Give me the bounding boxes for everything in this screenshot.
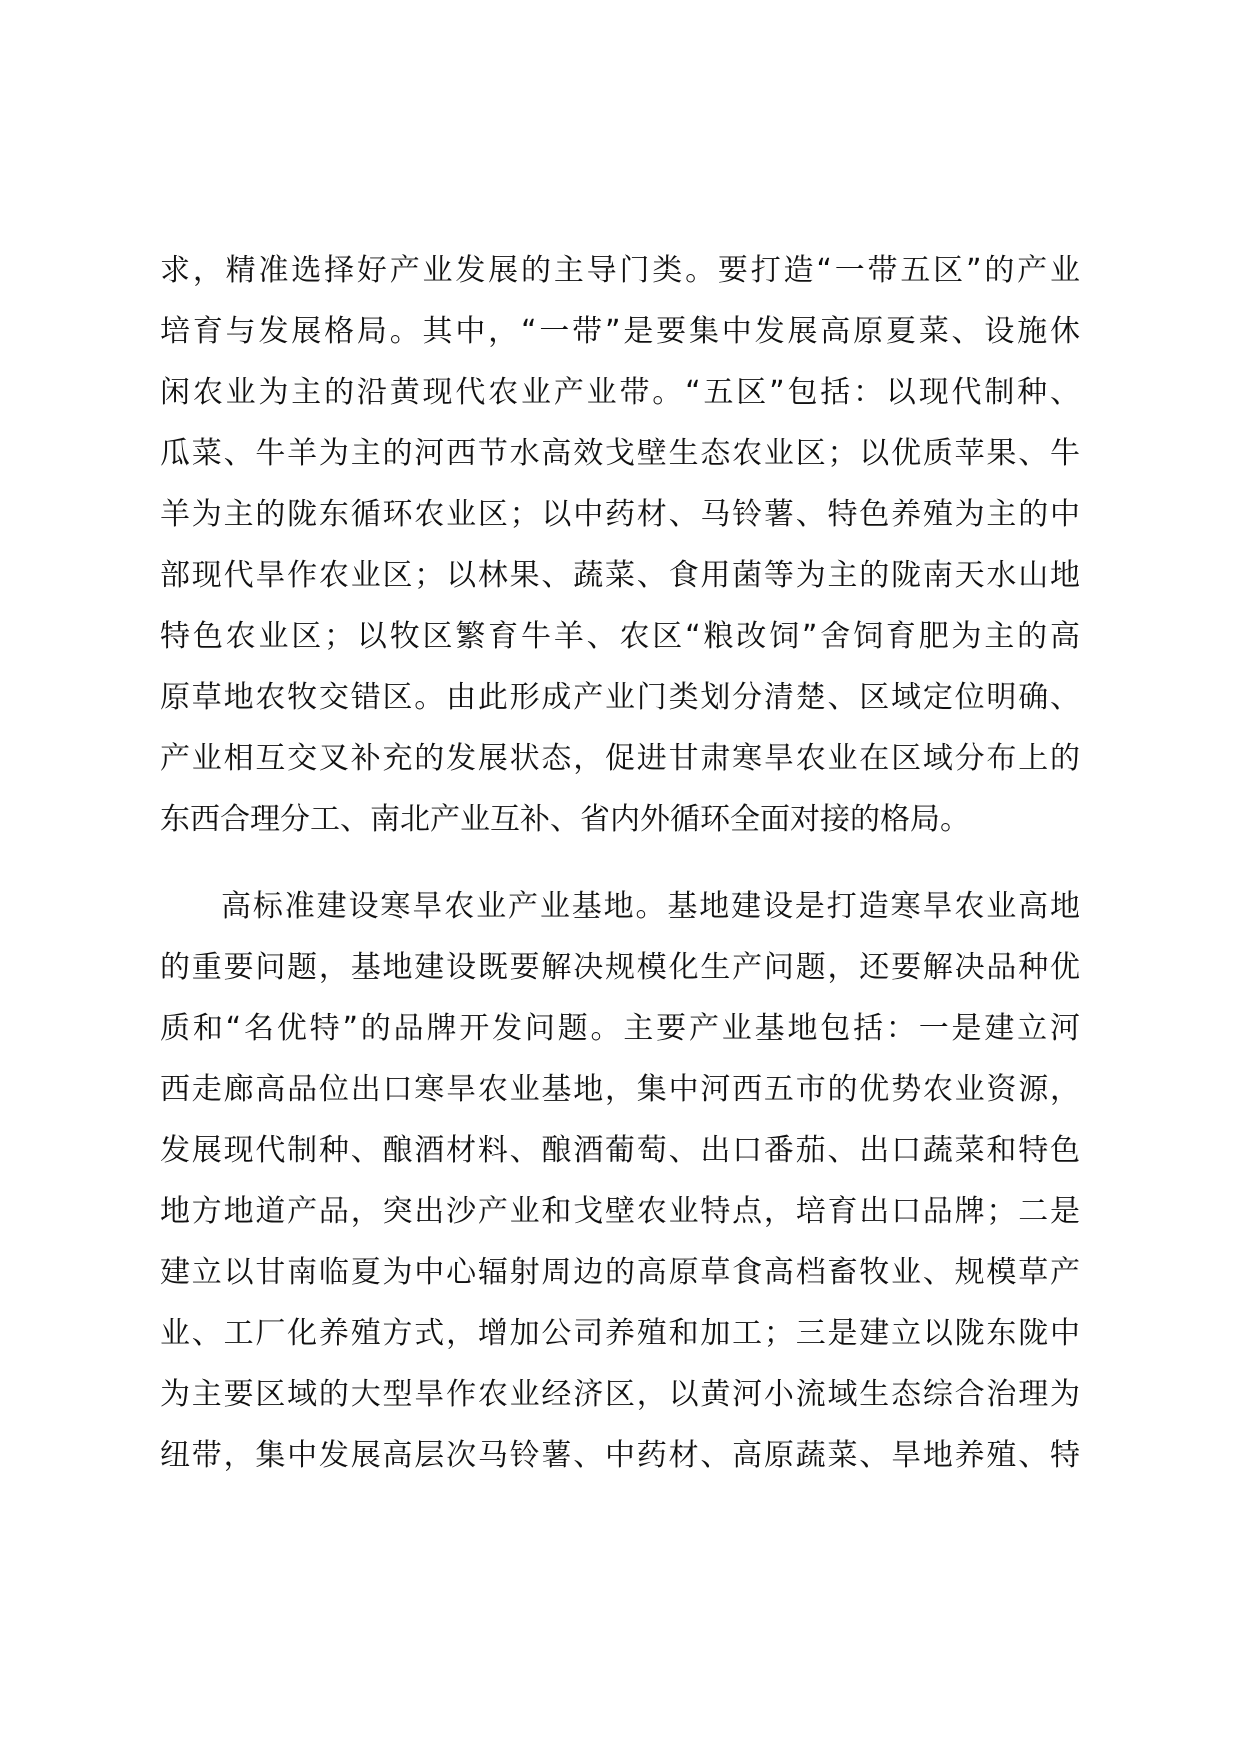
text-line: 高标准建设寒旱农业产业基地。基地建设是打造寒旱农业高地 <box>221 889 1080 924</box>
paragraph-1 <box>160 240 1080 850</box>
text-line: 瓜菜、牛羊为主的河西节水高效戈壁生态农业区；以优质苹果、牛 <box>160 436 1080 471</box>
text-line: 业、工厂化养殖方式，增加公司养殖和加工；三是建立以陇东陇中 <box>160 1316 1080 1351</box>
text-line: 为主要区域的大型旱作农业经济区，以黄河小流域生态综合治理为 <box>160 1377 1080 1412</box>
text-line: 地方地道产品，突出沙产业和戈壁农业特点，培育出口品牌；二是 <box>160 1194 1080 1229</box>
text-line: 产业相互交叉补充的发展状态，促进甘肃寒旱农业在区域分布上的 <box>160 741 1080 776</box>
text-line: 培育与发展格局。其中，“一带”是要集中发展高原夏菜、设施休 <box>160 314 1080 349</box>
text-line: 部现代旱作农业区；以林果、蔬菜、食用菌等为主的陇南天水山地 <box>160 558 1080 593</box>
text-line: 东西合理分工、南北产业互补、省内外循环全面对接的格局。 <box>160 802 970 837</box>
text-line: 原草地农牧交错区。由此形成产业门类划分清楚、区域定位明确、 <box>160 680 1080 715</box>
text-line: 西走廊高品位出口寒旱农业基地，集中河西五市的优势农业资源， <box>160 1072 1080 1107</box>
paragraph-2 <box>160 876 1080 1486</box>
text-line: 建立以甘南临夏为中心辐射周边的高原草食高档畜牧业、规模草产 <box>160 1255 1080 1290</box>
text-line: 质和“名优特”的品牌开发问题。主要产业基地包括：一是建立河 <box>160 1011 1080 1046</box>
text-line: 纽带，集中发展高层次马铃薯、中药材、高原蔬菜、旱地养殖、特 <box>160 1438 1080 1473</box>
text-line: 的重要问题，基地建设既要解决规模化生产问题，还要解决品种优 <box>160 950 1080 985</box>
text-line: 发展现代制种、酿酒材料、酿酒葡萄、出口番茄、出口蔬菜和特色 <box>160 1133 1080 1168</box>
text-line: 特色农业区；以牧区繁育牛羊、农区“粮改饲”舍饲育肥为主的高 <box>160 619 1080 654</box>
text-line: 求，精准选择好产业发展的主导门类。要打造“一带五区”的产业 <box>160 253 1080 288</box>
text-line: 闲农业为主的沿黄现代农业产业带。“五区”包括：以现代制种、 <box>160 375 1080 410</box>
text-line: 羊为主的陇东循环农业区；以中药材、马铃薯、特色养殖为主的中 <box>160 497 1080 532</box>
